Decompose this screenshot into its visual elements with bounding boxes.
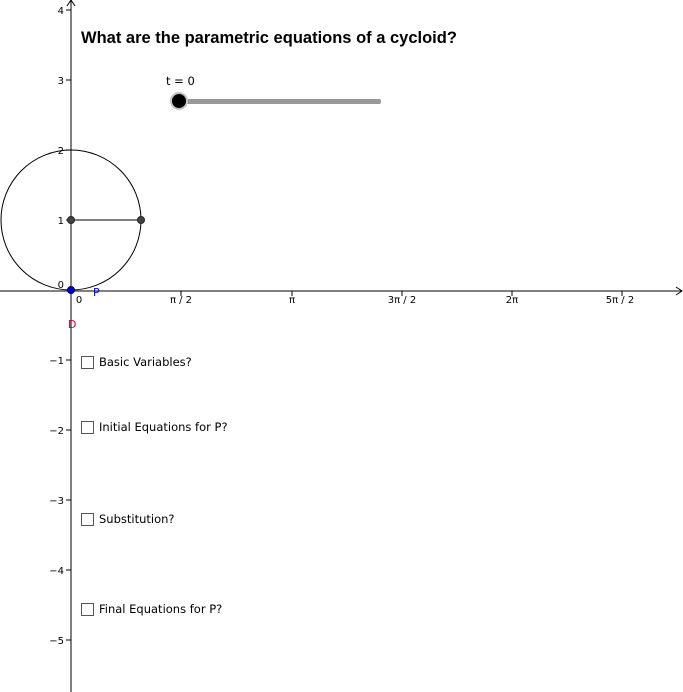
y-tick-label: −3 — [49, 496, 64, 507]
checkbox-box[interactable] — [81, 356, 94, 369]
checkbox-label[interactable]: Initial Equations for P? — [99, 420, 228, 434]
y-tick-label: 4 — [57, 6, 64, 17]
checkbox-initial-equations[interactable] — [81, 419, 228, 435]
y-tick-label: −5 — [49, 636, 64, 647]
y-tick-label: 3 — [57, 76, 64, 87]
slider-label: t = 0 — [166, 74, 195, 88]
x-tick-label: 0 — [75, 295, 83, 306]
point-d-label: D — [68, 318, 77, 331]
y-tick-label: −1 — [49, 356, 64, 367]
y-tick-label: −4 — [49, 566, 64, 577]
x-tick-label: 2π — [505, 295, 519, 306]
point-p-label: P — [93, 286, 100, 299]
checkbox-box[interactable] — [81, 603, 94, 616]
checkbox-label[interactable]: Final Equations for P? — [99, 602, 223, 616]
x-tick-label: π — [288, 295, 296, 306]
checkbox-substitution[interactable] — [81, 511, 175, 527]
y-tick-label: −2 — [49, 426, 64, 437]
checkbox-box[interactable] — [81, 421, 94, 434]
radius-end-point[interactable] — [138, 217, 145, 224]
circle-center-point[interactable] — [68, 217, 75, 224]
x-tick-label: 5π / 2 — [605, 295, 635, 306]
slider-handle[interactable] — [170, 92, 188, 110]
slider-track[interactable] — [178, 99, 381, 104]
x-tick-label: π / 2 — [169, 295, 193, 306]
checkbox-box[interactable] — [81, 513, 94, 526]
t-slider[interactable] — [170, 93, 382, 109]
checkbox-label[interactable]: Substitution? — [99, 512, 175, 526]
checkbox-final-equations[interactable] — [81, 601, 222, 617]
point-p[interactable] — [68, 287, 75, 294]
checkbox-basic-variables[interactable] — [81, 354, 192, 370]
y-tick-label: 2 — [57, 146, 64, 157]
y-tick-label: 1 — [57, 216, 64, 227]
checkbox-label[interactable]: Basic Variables? — [99, 355, 192, 369]
page-title: What are the parametric equations of a cycloid? — [81, 29, 457, 47]
x-tick-label: 3π / 2 — [387, 295, 417, 306]
y-tick-label: 0 — [57, 280, 64, 291]
